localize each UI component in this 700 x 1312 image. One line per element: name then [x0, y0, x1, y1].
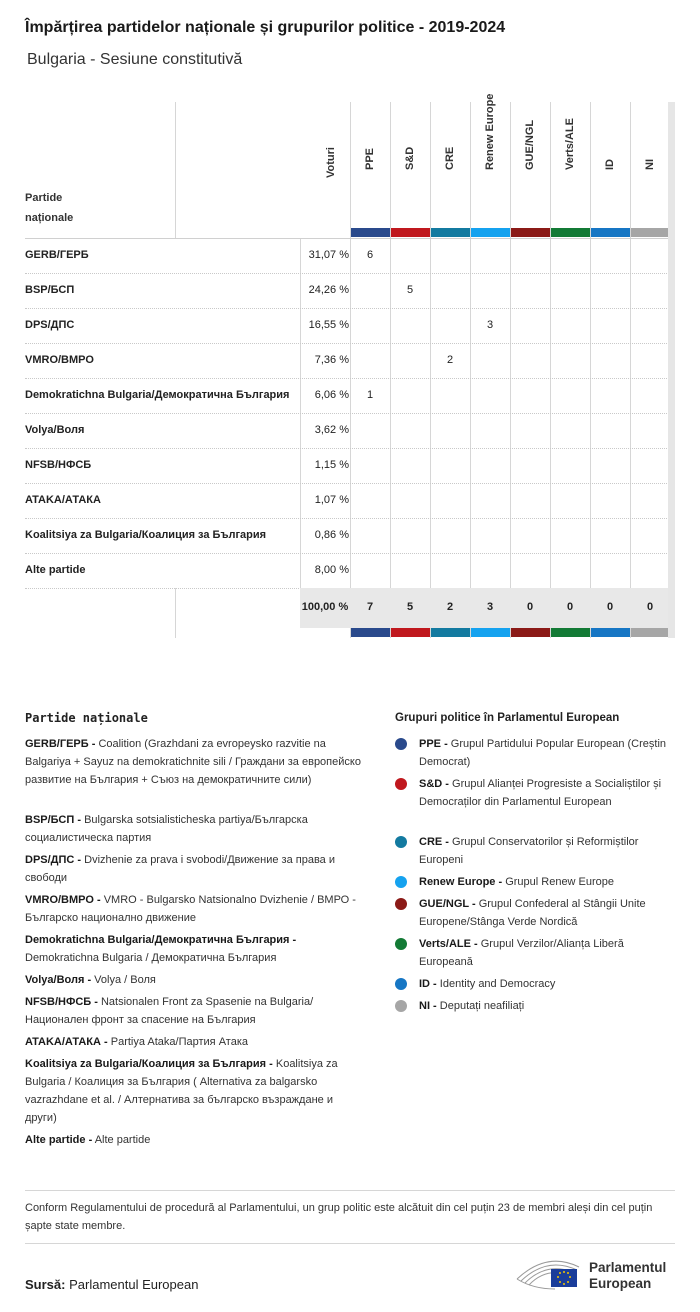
column-divider [350, 102, 351, 638]
legend-groups-title: Grupuri politice în Parlamentul European [395, 712, 620, 724]
legend-parties-title: Partide naționale [25, 711, 148, 725]
legend-party-item [25, 993, 365, 1029]
logo-wordmark [589, 1260, 666, 1292]
legend-party-desc: Demokratichna Bulgaria / Демократична България [25, 952, 277, 964]
legend-group-desc: Grupul Partidului Popular European (Creștin Democrat) [419, 738, 667, 768]
total-seats: 7 [366, 601, 374, 613]
group-header-0: PPE [364, 147, 376, 170]
row-divider [25, 273, 675, 274]
group-color-bar [511, 228, 550, 237]
page-title: Împărțirea partidelor naționale și grupurilor politice - 2019-2024 [25, 19, 506, 36]
legend-party-abbr: Demokratichna Bulgaria/Демократична България - [25, 934, 297, 946]
legend-group-abbr: NI - [419, 1000, 437, 1012]
legend-party-desc: Partiya Ataka/Партия Атака [110, 1036, 248, 1048]
seat-count: 5 [406, 284, 414, 296]
party-name: VMRO/ВМРО [25, 354, 94, 366]
legend-party-abbr: NFSB/НФСБ - [25, 996, 98, 1008]
group-color-bar [471, 228, 510, 237]
legend-party-desc: Coalition (Grazhdani za evropeysko razvitie na Balgariya + Sayuz na demokratichnite sili / Граждани за европейско развитие на България + Съюз на демократичните сили) [25, 738, 361, 786]
group-color-bar [631, 628, 670, 637]
party-header-line: Partide [25, 192, 63, 204]
group-header-7: NI [644, 159, 656, 170]
row-divider [25, 483, 675, 484]
legend-party-item [25, 851, 365, 887]
divider [25, 1243, 675, 1244]
column-divider [590, 102, 591, 638]
legend-party-abbr: Koalitsiya za Bulgaria/Коалиция за България - [25, 1058, 273, 1070]
legend-group-item [419, 735, 675, 771]
legend-party-abbr: VMRO/ВМРО - [25, 894, 101, 906]
legend-party-item [25, 811, 365, 847]
legend-group-desc: Deputați neafiliați [439, 1000, 525, 1012]
legend-group-dot [395, 876, 407, 888]
row-divider [25, 553, 675, 554]
legend-group-desc: Grupul Renew Europe [505, 876, 615, 888]
legend-group-item [419, 935, 675, 971]
legend-group-dot [395, 836, 407, 848]
group-color-bar [471, 628, 510, 637]
seat-count: 6 [366, 249, 374, 261]
total-seats: 0 [526, 601, 534, 613]
legend-party-item [25, 931, 365, 967]
legend-group-desc: Identity and Democracy [439, 978, 556, 990]
legend-party-item [25, 971, 365, 989]
row-divider [25, 308, 675, 309]
group-header-4: GUE/NGL [524, 119, 536, 170]
party-vote-share: 16,55 % [308, 319, 349, 331]
column-divider [470, 102, 471, 638]
party-name: GERB/ГЕРБ [25, 249, 89, 261]
legend-party-desc: Alte partide [94, 1134, 151, 1146]
group-color-bar [551, 628, 590, 637]
footnote: Conform Regulamentului de procedură al Parlamentului, un grup politic este alcătuit din cel puțin 23 de membri aleși din cel puțin șapte state membre. [25, 1202, 653, 1232]
party-vote-share: 31,07 % [308, 249, 349, 261]
legend-group-abbr: S&D - [419, 778, 449, 790]
legend-group-abbr: Verts/ALE - [419, 938, 478, 950]
table-scroll-edge [668, 102, 675, 638]
results-table [25, 93, 675, 638]
group-color-bar [351, 228, 390, 237]
group-header-6: ID [604, 159, 616, 170]
header-divider [25, 238, 675, 239]
legend-party-abbr: Alte partide - [25, 1134, 93, 1146]
party-name: Volya/Воля [25, 424, 85, 436]
party-name: BSP/БСП [25, 284, 75, 296]
seat-count: 1 [366, 389, 374, 401]
legend-group-item [419, 895, 675, 931]
group-color-bar [511, 628, 550, 637]
group-header-3: Renew Europe [484, 93, 496, 170]
votes-column-header: Voturi [325, 147, 337, 178]
party-vote-share: 8,00 % [314, 564, 349, 576]
legend-group-abbr: PPE - [419, 738, 448, 750]
page-subtitle: Bulgaria - Sesiune constitutivă [27, 51, 243, 68]
group-color-bar [391, 228, 430, 237]
party-vote-share: 3,62 % [314, 424, 349, 436]
party-vote-share: 7,36 % [314, 354, 349, 366]
legend-group-item [419, 975, 675, 993]
group-header-2: CRE [444, 146, 456, 170]
legend-group-abbr: CRE - [419, 836, 449, 848]
group-color-bar [591, 228, 630, 237]
party-vote-share: 24,26 % [308, 284, 349, 296]
legend-party-desc: Koalitsiya za Bulgaria / Коалиция за България ( Alternativa za balgarsko vazrazhdane et al. / Алтернатива за българско възраждане и други) [25, 1058, 338, 1124]
total-seats: 5 [406, 601, 414, 613]
legend-party-item [25, 1033, 365, 1051]
group-color-bar [351, 628, 390, 637]
legend-party-item [25, 891, 365, 927]
group-color-bar [591, 628, 630, 637]
total-votes: 100,00 % [301, 601, 349, 613]
column-divider [390, 102, 391, 638]
seat-count: 2 [446, 354, 454, 366]
legend-group-item [419, 997, 675, 1015]
logo-line-2: European [589, 1276, 652, 1291]
total-seats: 2 [446, 601, 454, 613]
legend-party-item [25, 1131, 365, 1149]
divider [25, 1190, 675, 1191]
row-divider [25, 413, 675, 414]
party-name: DPS/ДПС [25, 319, 75, 331]
legend-party-desc: Bulgarska sotsialisticheska partiya/Българска социалистическа партия [25, 814, 308, 844]
legend-party-item [25, 735, 365, 789]
total-seats: 3 [486, 601, 494, 613]
legend-group-dot [395, 1000, 407, 1012]
legend-group-abbr: GUE/NGL - [419, 898, 476, 910]
source-value: Parlamentul European [69, 1277, 199, 1292]
legend-group-dot [395, 978, 407, 990]
legend-group-abbr: Renew Europe - [419, 876, 503, 888]
row-divider [25, 343, 675, 344]
legend-group-dot [395, 778, 407, 790]
seat-count: 3 [486, 319, 494, 331]
total-seats: 0 [646, 601, 654, 613]
party-name: Koalitsiya za Bulgaria/Коалиция за България [25, 529, 267, 541]
legend-party-desc: Natsionalen Front za Spasenie na Bulgaria/ Национален фронт за спасение на България [25, 996, 314, 1026]
row-divider [25, 448, 675, 449]
legend-group-dot [395, 738, 407, 750]
legend-group-dot [395, 898, 407, 910]
legend-group-desc: Grupul Conservatorilor și Reformiștilor Europeni [419, 836, 639, 866]
legend-group-desc: Grupul Confederal al Stângii Unite Europene/Stânga Verde Nordică [419, 898, 646, 928]
legend-party-abbr: Volya/Воля - [25, 974, 92, 986]
party-header-line: naționale [25, 212, 74, 224]
source-label: Sursă: [25, 1277, 66, 1292]
group-header-1: S&D [404, 146, 416, 170]
party-column-header [25, 188, 73, 228]
group-color-bar [391, 628, 430, 637]
group-color-bar [431, 628, 470, 637]
column-divider [175, 102, 176, 238]
group-header-5: Verts/ALE [564, 118, 576, 170]
column-divider [630, 102, 631, 638]
legend-group-item [419, 833, 675, 869]
party-vote-share: 0,86 % [314, 529, 349, 541]
legend-party-abbr: GERB/ГЕРБ - [25, 738, 96, 750]
logo-line-1: Parlamentul [589, 1260, 667, 1275]
party-name: NFSB/НФСБ [25, 459, 92, 471]
group-color-bar [631, 228, 670, 237]
party-name: Demokratichna Bulgaria/Демократична България [25, 389, 290, 401]
legend-party-abbr: DPS/ДПС - [25, 854, 82, 866]
group-color-bar [551, 228, 590, 237]
party-vote-share: 1,15 % [314, 459, 349, 471]
legend-group-desc: Grupul Verzilor/Alianța Liberă Europeană [419, 938, 624, 968]
legend-group-desc: Grupul Alianței Progresiste a Socialiștilor și Democraților din Parlamentul European [419, 778, 662, 808]
legend-party-desc: Volya / Воля [94, 974, 156, 986]
legend-party-desc: Dvizhenie za prava i svobodi/Движение за права и свободи [25, 854, 335, 884]
source-line [25, 1277, 198, 1292]
legend-group-item [419, 775, 675, 811]
legend-party-abbr: ATAKA/АТАКА - [25, 1036, 108, 1048]
party-name: Alte partide [25, 564, 86, 576]
party-vote-share: 6,06 % [314, 389, 349, 401]
column-divider [430, 102, 431, 638]
party-vote-share: 1,07 % [314, 494, 349, 506]
legend-group-dot [395, 938, 407, 950]
column-divider [175, 588, 176, 638]
party-name: ATAKA/АТАКА [25, 494, 101, 506]
legend-party-desc: VMRO - Bulgarsko Natsionalno Dvizhenie / ВМРО - Българско национално движение [25, 894, 356, 924]
legend-party-item [25, 1055, 365, 1127]
total-seats: 0 [566, 601, 574, 613]
row-divider [25, 518, 675, 519]
column-divider [550, 102, 551, 638]
row-divider [25, 378, 675, 379]
total-seats: 0 [606, 601, 614, 613]
legend-group-abbr: ID - [419, 978, 437, 990]
legend-group-item [419, 873, 675, 891]
group-color-bar [431, 228, 470, 237]
column-divider [510, 102, 511, 638]
legend-party-abbr: BSP/БСП - [25, 814, 82, 826]
